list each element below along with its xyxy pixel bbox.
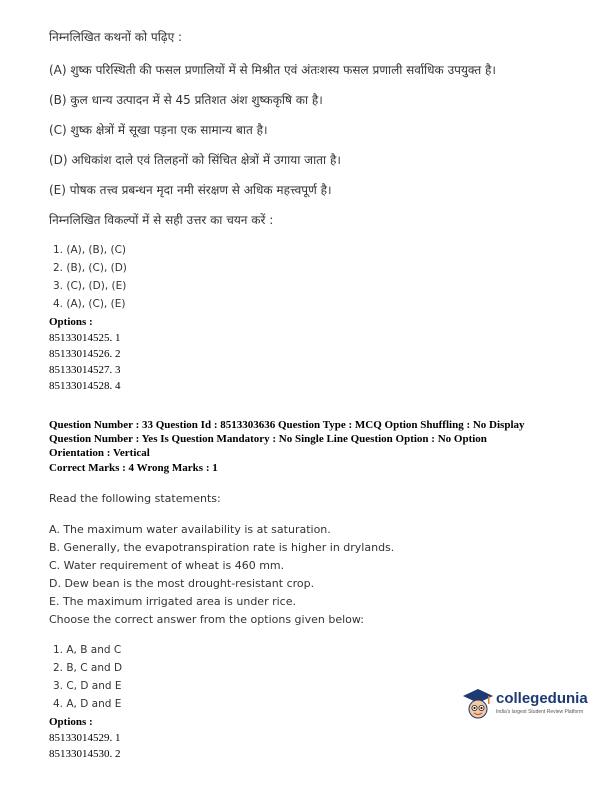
english-statement-a: A. The maximum water availability is at saturation.: [49, 523, 331, 536]
hindi-statement-b: (B) कुल धान्य उत्पादन में से 45 प्रतिशत अंश शुष्ककृषि का है।: [49, 93, 323, 107]
logo-name: collegedunia: [496, 690, 588, 707]
english-statement-d: D. Dew bean is the most drought-resistant crop.: [49, 577, 315, 590]
hindi-answer-4: 4. (A), (C), (E): [53, 298, 126, 310]
english-intro: Read the following statements:: [49, 492, 221, 505]
option-code: 85133014525. 1: [49, 332, 121, 344]
option-code: 85133014528. 4: [49, 380, 121, 392]
hindi-statement-d: (D) अधिकांश दाले एवं तिलहनों को सिंचित क्षेत्रों में उगाया जाता है।: [49, 153, 341, 167]
question-meta-line-2: Question Number : Yes Is Question Mandatory : No Single Line Question Option : No Option: [49, 433, 487, 445]
logo-tagline: India's largest Student Review Platform: [496, 709, 584, 715]
option-code: 85133014526. 2: [49, 348, 121, 360]
english-answer-3: 3. C, D and E: [53, 680, 122, 692]
hindi-statement-c: (C) शुष्क क्षेत्रों में सूखा पड़ना एक सामान्य बात है।: [49, 123, 268, 137]
english-answer-4: 4. A, D and E: [53, 698, 122, 710]
options-label-1: Options :: [49, 316, 93, 328]
hindi-answer-2: 2. (B), (C), (D): [53, 262, 127, 274]
english-answer-1: 1. A, B and C: [53, 644, 122, 656]
question-marks: Correct Marks : 4 Wrong Marks : 1: [49, 462, 218, 474]
hindi-statement-e: (E) पोषक तत्त्व प्रबन्धन मृदा नमी संरक्षण से अधिक महत्त्वपूर्ण है।: [49, 183, 332, 197]
hindi-choose: निम्नलिखित विकल्पों में से सही उत्तर का चयन करें :: [49, 213, 274, 227]
english-answer-2: 2. B, C and D: [53, 662, 123, 674]
english-statement-c: C. Water requirement of wheat is 460 mm.: [49, 559, 285, 572]
hindi-answer-3: 3. (C), (D), (E): [53, 280, 127, 292]
option-code: 85133014529. 1: [49, 732, 121, 744]
english-statement-e: E. The maximum irrigated area is under rice.: [49, 595, 296, 608]
english-statement-b: B. Generally, the evapotranspiration rate is higher in drylands.: [49, 541, 395, 554]
option-code: 85133014530. 2: [49, 748, 121, 760]
option-code: 85133014527. 3: [49, 364, 121, 376]
hindi-answer-1: 1. (A), (B), (C): [53, 244, 127, 256]
graduate-mascot-icon: [462, 687, 494, 723]
options-label-2: Options :: [49, 716, 93, 728]
english-choose: Choose the correct answer from the options given below:: [49, 613, 364, 626]
question-meta-line-3: Orientation : Vertical: [49, 447, 150, 459]
collegedunia-logo: [462, 687, 592, 727]
hindi-intro: निम्नलिखित कथनों को पढ़िए :: [49, 30, 183, 44]
question-meta-line-1: Question Number : 33 Question Id : 8513303636 Question Type : MCQ Option Shuffling : No Display: [49, 419, 525, 431]
hindi-statement-a: (A) शुष्क परिस्थिती की फसल प्रणालियों में से मिश्रीत एवं अंतःशस्य फसल प्रणाली सर्वाधिक उपयुक्त है।: [49, 63, 496, 77]
